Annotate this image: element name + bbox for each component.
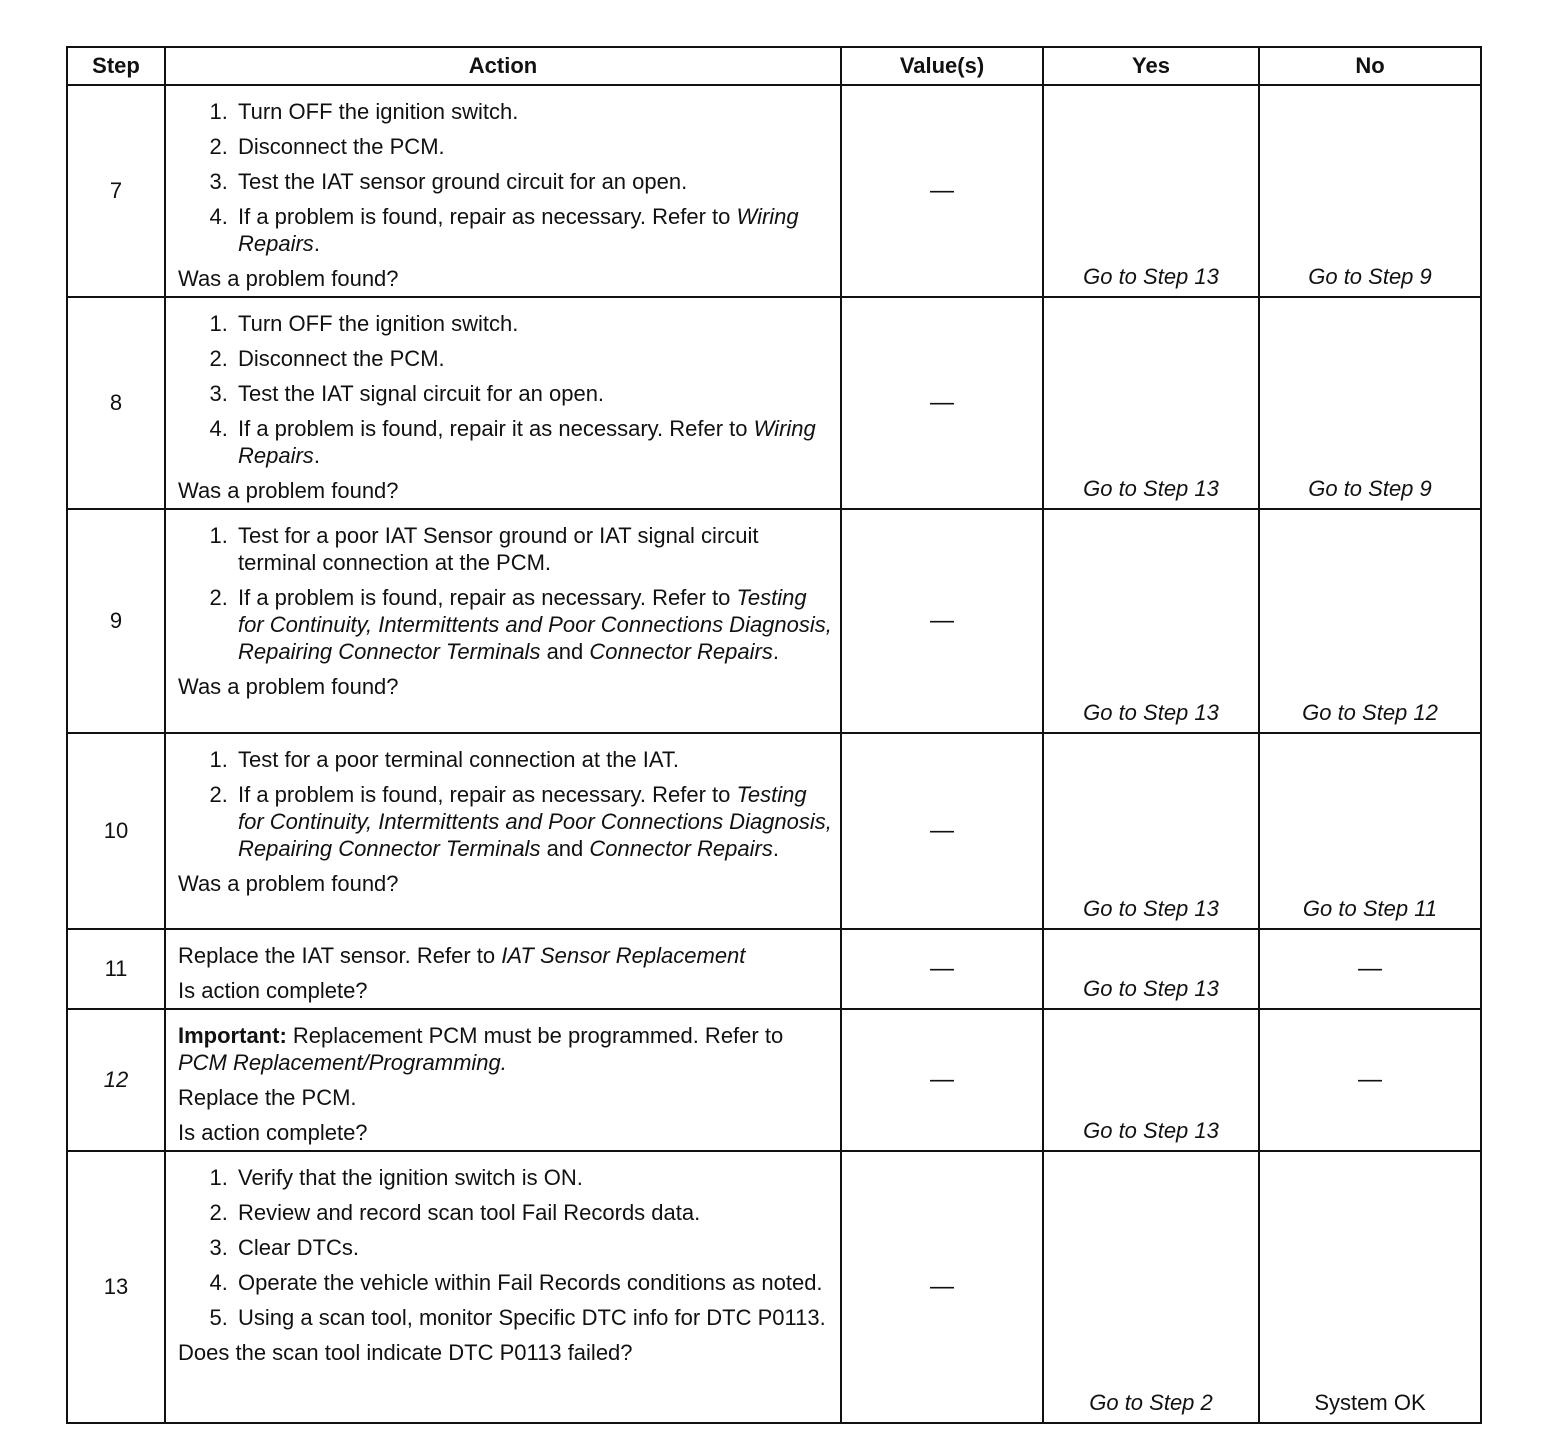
question: Is action complete? [178,978,368,1003]
action-step: 3. Clear DTCs. [234,1234,834,1261]
no-result: Go to Step 9 [1259,85,1481,297]
action-text [178,942,834,969]
important-text: Replacement PCM must be programmed. Refer to [286,1023,784,1048]
step-number: 13 [67,1151,165,1423]
reference-link: Connector Repairs [589,836,773,861]
action-step: 2. Review and record scan tool Fail Records data. [234,1199,834,1226]
table-row [67,1009,1481,1151]
reference-link: Wiring Repairs [238,204,799,256]
value-cell: — [841,733,1043,929]
action-step: 2. If a problem is found, repair as necessary. Refer to Testing for Continuity, Intermittents and Poor Connections Diagnosis, Repairing Connector Terminals and Connector Repairs. [234,781,834,862]
action-steps [178,746,834,862]
action-step-text: If a problem is found, repair it as necessary. Refer to [238,416,754,441]
action-cell [165,85,841,297]
action-step: 4. If a problem is found, repair as necessary. Refer to Wiring Repairs. [234,203,834,257]
action-cell [165,297,841,509]
value-cell: — [841,1151,1043,1423]
action-text: Replace the PCM. [178,1085,357,1110]
reference-link: Wiring Repairs [238,416,816,468]
yes-result: Go to Step 13 [1043,85,1259,297]
action-steps [178,98,834,257]
action-step: 1. Turn OFF the ignition switch. [234,310,834,337]
table-row [67,1151,1481,1423]
action-step: 4. If a problem is found, repair it as necessary. Refer to Wiring Repairs. [234,415,834,469]
yes-result: Go to Step 13 [1043,929,1259,1009]
value-cell: — [841,1009,1043,1151]
yes-result: Go to Step 2 [1043,1151,1259,1423]
action-cell [165,509,841,733]
value-cell: — [841,929,1043,1009]
action-step: 2. If a problem is found, repair as necessary. Refer to Testing for Continuity, Intermittents and Poor Connections Diagnosis, Repairing Connector Terminals and Connector Repairs. [234,584,834,665]
table-row [67,733,1481,929]
action-step: 3. Test the IAT signal circuit for an open. [234,380,834,407]
header-row [67,47,1481,85]
action-steps [178,522,834,665]
question: Was a problem found? [178,674,399,699]
diagnostic-table [66,46,1482,1424]
action-cell [165,733,841,929]
step-number: 11 [67,929,165,1009]
action-steps [178,1164,834,1331]
conjunction: and [540,836,590,861]
conjunction: and [540,639,590,664]
reference-link: PCM Replacement/Programming. [178,1050,507,1075]
value-cell: — [841,85,1043,297]
action-cell [165,1151,841,1423]
action-steps [178,310,834,469]
table-row [67,929,1481,1009]
no-result: System OK [1259,1151,1481,1423]
action-step-text: Replace the IAT sensor. Refer to [178,943,502,968]
important-label: Important: [178,1023,287,1048]
no-result: Go to Step 9 [1259,297,1481,509]
question: Is action complete? [178,1120,368,1145]
action-step: 5. Using a scan tool, monitor Specific DTC info for DTC P0113. [234,1304,834,1331]
step-number: 12 [67,1009,165,1151]
step-number: 9 [67,509,165,733]
question: Was a problem found? [178,266,399,291]
header-action: Action [165,47,841,85]
table-row [67,85,1481,297]
no-result: — [1259,1009,1481,1151]
question: Does the scan tool indicate DTC P0113 failed? [178,1340,633,1365]
header-no: No [1259,47,1481,85]
important-note [178,1022,834,1076]
action-step: 2. Disconnect the PCM. [234,345,834,372]
action-step: 3. Test the IAT sensor ground circuit for an open. [234,168,834,195]
action-cell [165,929,841,1009]
step-number: 7 [67,85,165,297]
no-result: Go to Step 12 [1259,509,1481,733]
header-yes: Yes [1043,47,1259,85]
yes-result: Go to Step 13 [1043,297,1259,509]
header-step: Step [67,47,165,85]
reference-link: Connector Repairs [589,639,773,664]
action-step-text: If a problem is found, repair as necessary. Refer to [238,585,737,610]
reference-link: IAT Sensor Replacement [501,943,746,968]
action-step-text: If a problem is found, repair as necessary. Refer to [238,204,737,229]
question: Was a problem found? [178,871,399,896]
table-row [67,297,1481,509]
action-step-text: If a problem is found, repair as necessary. Refer to [238,782,737,807]
reference-link: Testing for Continuity, Intermittents and Poor Connections Diagnosis, Repairing Connector Terminals [238,585,832,664]
action-cell [165,1009,841,1151]
action-step: 1. Test for a poor terminal connection at the IAT. [234,746,834,773]
action-step: 1. Test for a poor IAT Sensor ground or IAT signal circuit terminal connection at the PCM. [234,522,834,576]
action-step: 1. Turn OFF the ignition switch. [234,98,834,125]
action-step: 2. Disconnect the PCM. [234,133,834,160]
yes-result: Go to Step 13 [1043,1009,1259,1151]
action-step: 4. Operate the vehicle within Fail Records conditions as noted. [234,1269,834,1296]
value-cell: — [841,509,1043,733]
step-number: 10 [67,733,165,929]
reference-link: Testing for Continuity, Intermittents and Poor Connections Diagnosis, Repairing Connector Terminals [238,782,832,861]
yes-result: Go to Step 13 [1043,509,1259,733]
value-cell: — [841,297,1043,509]
question: Was a problem found? [178,478,399,503]
table-row [67,509,1481,733]
no-result: Go to Step 11 [1259,733,1481,929]
step-number: 8 [67,297,165,509]
header-values: Value(s) [841,47,1043,85]
action-step: 1. Verify that the ignition switch is ON. [234,1164,834,1191]
no-result: — [1259,929,1481,1009]
yes-result: Go to Step 13 [1043,733,1259,929]
